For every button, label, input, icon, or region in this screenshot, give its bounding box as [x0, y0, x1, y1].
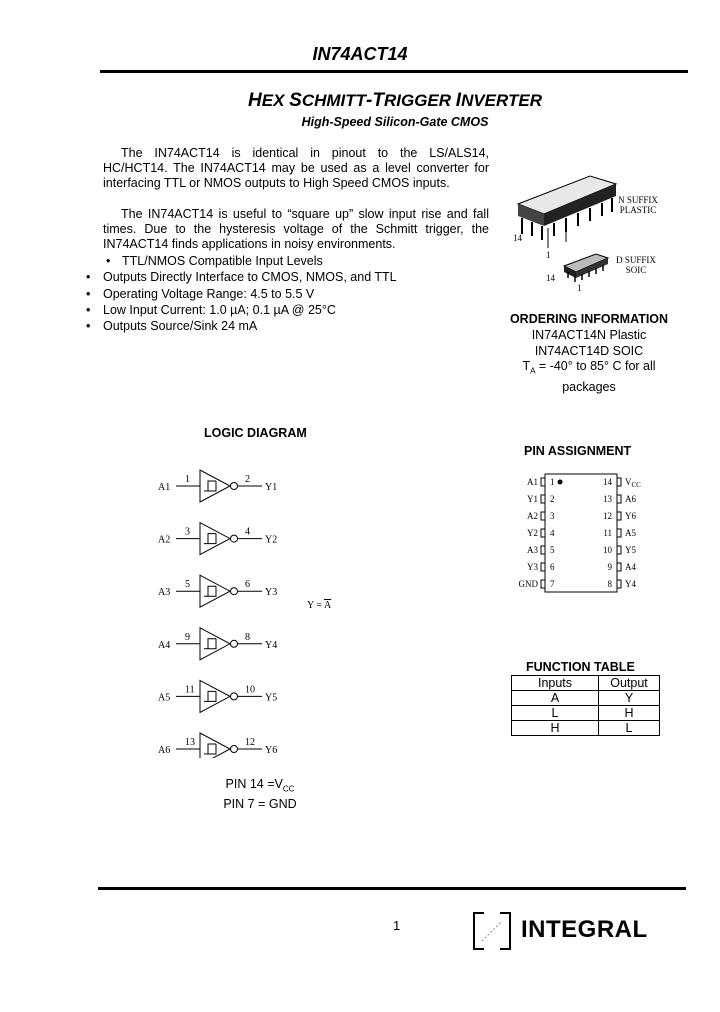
temperature-range-suffix: packages	[562, 379, 616, 394]
gate-input-pin: 9	[185, 631, 190, 643]
gate-output-pin: 4	[245, 526, 250, 538]
pin-number: 13	[603, 494, 612, 504]
pin-entry	[603, 477, 641, 489]
gate-output-label: Y5	[265, 692, 278, 704]
document-title: IN74ACT14	[312, 44, 408, 64]
inversion-bubble	[231, 640, 238, 647]
inverter-gate	[158, 523, 277, 555]
table-row	[512, 706, 660, 721]
list-item: • Operating Voltage Range: 4.5 to 5.5 V	[80, 286, 397, 302]
gate-output-pin: 2	[245, 474, 250, 485]
dip-package-icon	[518, 176, 616, 248]
pin-entry	[527, 545, 555, 555]
dip-pin-14-label: 14	[513, 233, 522, 243]
inverter-gate	[158, 575, 277, 607]
pin-name: A2	[527, 511, 538, 521]
pin-name: A4	[625, 562, 636, 572]
ordering-item: IN74ACT14D SOIC	[534, 343, 644, 358]
pin-assignment-diagram	[505, 470, 655, 600]
gate-input-label: A1	[158, 482, 171, 493]
pin-entry	[527, 562, 555, 572]
footer-rule	[98, 887, 686, 890]
gate-output-label: Y6	[265, 745, 278, 756]
gate-output-label: Y1	[265, 482, 278, 493]
table-subheader-y: Y	[599, 691, 660, 706]
inverter-gates	[158, 470, 277, 758]
pin-number: 2	[550, 494, 555, 504]
pin-entry	[608, 579, 637, 589]
temperature-range: $T_A = -40^\circ$ to 85° C for all	[522, 359, 656, 376]
pin-name: GND	[518, 579, 538, 589]
table-row	[512, 691, 660, 706]
ordering-information	[495, 312, 683, 395]
pin-number: 1	[550, 477, 555, 487]
gate-output-label: Y2	[265, 534, 278, 546]
gate-input-label: A3	[158, 587, 171, 599]
list-item: • Outputs Source/Sink 24 mA	[80, 318, 397, 334]
inverter-triangle	[200, 628, 230, 660]
pin-number: 12	[603, 511, 612, 521]
table-cell: H	[599, 706, 660, 721]
inversion-bubble	[231, 535, 238, 542]
description-paragraph-1: The IN74ACT14 is identical in pinout to the LS/ALS14, HC/HCT14. The IN74ACT14 may be used as a level converter for interfacing TTL or NMOS outputs to High Speed CMOS inputs.	[103, 146, 489, 191]
table-row	[512, 721, 660, 736]
function-table	[511, 675, 660, 736]
gate-input-label: A5	[158, 692, 171, 704]
inverter-gate	[158, 680, 277, 712]
gate-output-pin: 12	[245, 737, 255, 748]
gate-output-label: Y4	[265, 639, 278, 651]
ordering-title: ORDERING INFORMATION	[509, 312, 669, 326]
pin-entry	[519, 579, 556, 589]
inversion-bubble	[231, 588, 238, 595]
pin-number: 6	[550, 562, 555, 572]
header-rule	[100, 70, 688, 73]
gate-input-pin: 5	[185, 579, 190, 591]
power-pin-note: PIN $14 =V_{CC}$ PIN 7 = GND	[223, 777, 297, 811]
gate-output-label: Y3	[265, 587, 278, 599]
logic-equation: $Y = \overline{A}$	[307, 600, 332, 611]
pin-name: A6	[625, 494, 636, 504]
package-illustrations	[508, 168, 668, 298]
inversion-bubble	[231, 483, 238, 490]
pin-number: 8	[607, 579, 612, 589]
pin1-marker	[558, 480, 563, 485]
soic-package-icon	[564, 254, 608, 282]
product-subheading: High-Speed Silicon-Gate CMOS	[301, 115, 489, 129]
schmitt-hysteresis-icon	[204, 481, 216, 491]
pin-entry	[603, 528, 636, 538]
table-header-output: Output	[599, 676, 660, 691]
pin-number: 7	[550, 579, 555, 589]
pin-name: A1	[527, 477, 538, 487]
pin-entry	[603, 545, 636, 555]
table-row	[512, 676, 660, 691]
pin-number: 10	[603, 545, 612, 555]
table-cell: L	[599, 721, 660, 736]
pin-number: 9	[607, 562, 612, 572]
pin-name: Y4	[625, 579, 636, 589]
soic-pin-14-label: 14	[546, 273, 555, 283]
ordering-item: IN74ACT14N Plastic	[531, 327, 647, 342]
pin-name: A5	[625, 528, 636, 538]
schmitt-hysteresis-icon	[204, 586, 216, 596]
left-pins	[519, 477, 556, 589]
gate-output-pin: 8	[245, 631, 250, 643]
pin-assignment-title: PIN ASSIGNMENT	[524, 444, 632, 458]
inverter-gate	[158, 628, 277, 660]
pin-name: Y1	[527, 494, 538, 504]
table-header-inputs: Inputs	[512, 676, 599, 691]
product-heading: HEX SCHMITT-TRIGGER INVERTER	[248, 90, 542, 111]
table-cell: H	[512, 721, 599, 736]
gate-input-pin: 1	[185, 474, 190, 485]
list-item: • TTL/NMOS Compatible Input Levels	[80, 253, 397, 269]
logic-diagram-title: LOGIC DIAGRAM	[204, 426, 307, 440]
pin-name: Y2	[527, 528, 538, 538]
pin-entry	[527, 528, 555, 538]
pin-number: 3	[550, 511, 555, 521]
pin-entry	[603, 494, 636, 504]
table-subheader-a: A	[512, 691, 599, 706]
soic-package-label: D SUFFIX SOIC	[616, 255, 656, 275]
pin-name: Y6	[625, 511, 636, 521]
gate-output-pin: 10	[245, 684, 255, 696]
gate-input-pin: 3	[185, 526, 190, 538]
function-table-title: FUNCTION TABLE	[526, 660, 635, 674]
gate-input-pin: 13	[185, 737, 195, 748]
pin-name: Y5	[625, 545, 636, 555]
inverter-gate	[158, 470, 277, 502]
inverter-gate	[158, 733, 277, 758]
plastic-package-label: N SUFFIX PLASTIC	[618, 195, 658, 215]
pin-entry	[608, 562, 637, 572]
pin-entry	[527, 494, 555, 504]
inverter-triangle	[200, 523, 230, 555]
pin-name: $V_{CC}$	[625, 477, 641, 489]
gate-output-pin: 6	[245, 579, 250, 591]
list-item: • Outputs Directly Interface to CMOS, NMOS, and TTL	[80, 269, 397, 285]
pin-number: 5	[550, 545, 555, 555]
pin-entry	[527, 477, 555, 487]
pin-number: 4	[550, 528, 555, 538]
soic-pin-1-label: 1	[577, 283, 582, 293]
list-item: • Low Input Current: 1.0 µA; 0.1 µA @ 25°C	[80, 302, 397, 318]
pin-name: Y3	[527, 562, 538, 572]
inversion-bubble	[231, 693, 238, 700]
pin-number: 14	[603, 477, 612, 487]
inverter-triangle	[200, 470, 230, 502]
schmitt-hysteresis-icon	[204, 534, 216, 544]
gate-input-label: A6	[158, 745, 171, 756]
dip-pin-1-label: 1	[546, 250, 551, 260]
schmitt-hysteresis-icon	[204, 691, 216, 701]
right-pins	[603, 477, 641, 589]
feature-list	[80, 253, 397, 334]
page-number: 1	[393, 918, 401, 933]
schmitt-hysteresis-icon	[204, 639, 216, 649]
inversion-bubble	[231, 746, 238, 753]
schmitt-hysteresis-icon	[204, 744, 216, 754]
gate-input-label: A2	[158, 534, 171, 546]
description-paragraph-2: The IN74ACT14 is useful to “square up” slow input rise and fall times. Due to the hysteresis voltage of the Schmitt trigger, the IN74ACT14 finds applications in noisy environments.	[103, 207, 489, 252]
table-cell: L	[512, 706, 599, 721]
company-logo-text: INTEGRAL	[521, 916, 648, 943]
inverter-triangle	[200, 575, 230, 607]
pin-name: A3	[527, 545, 538, 555]
gate-input-label: A4	[158, 639, 171, 651]
inverter-triangle	[200, 680, 230, 712]
integral-logo-icon	[470, 907, 514, 953]
pin-entry	[527, 511, 555, 521]
pin-entry	[603, 511, 636, 521]
pin-number: 11	[603, 528, 612, 538]
gate-input-pin: 11	[185, 684, 195, 696]
